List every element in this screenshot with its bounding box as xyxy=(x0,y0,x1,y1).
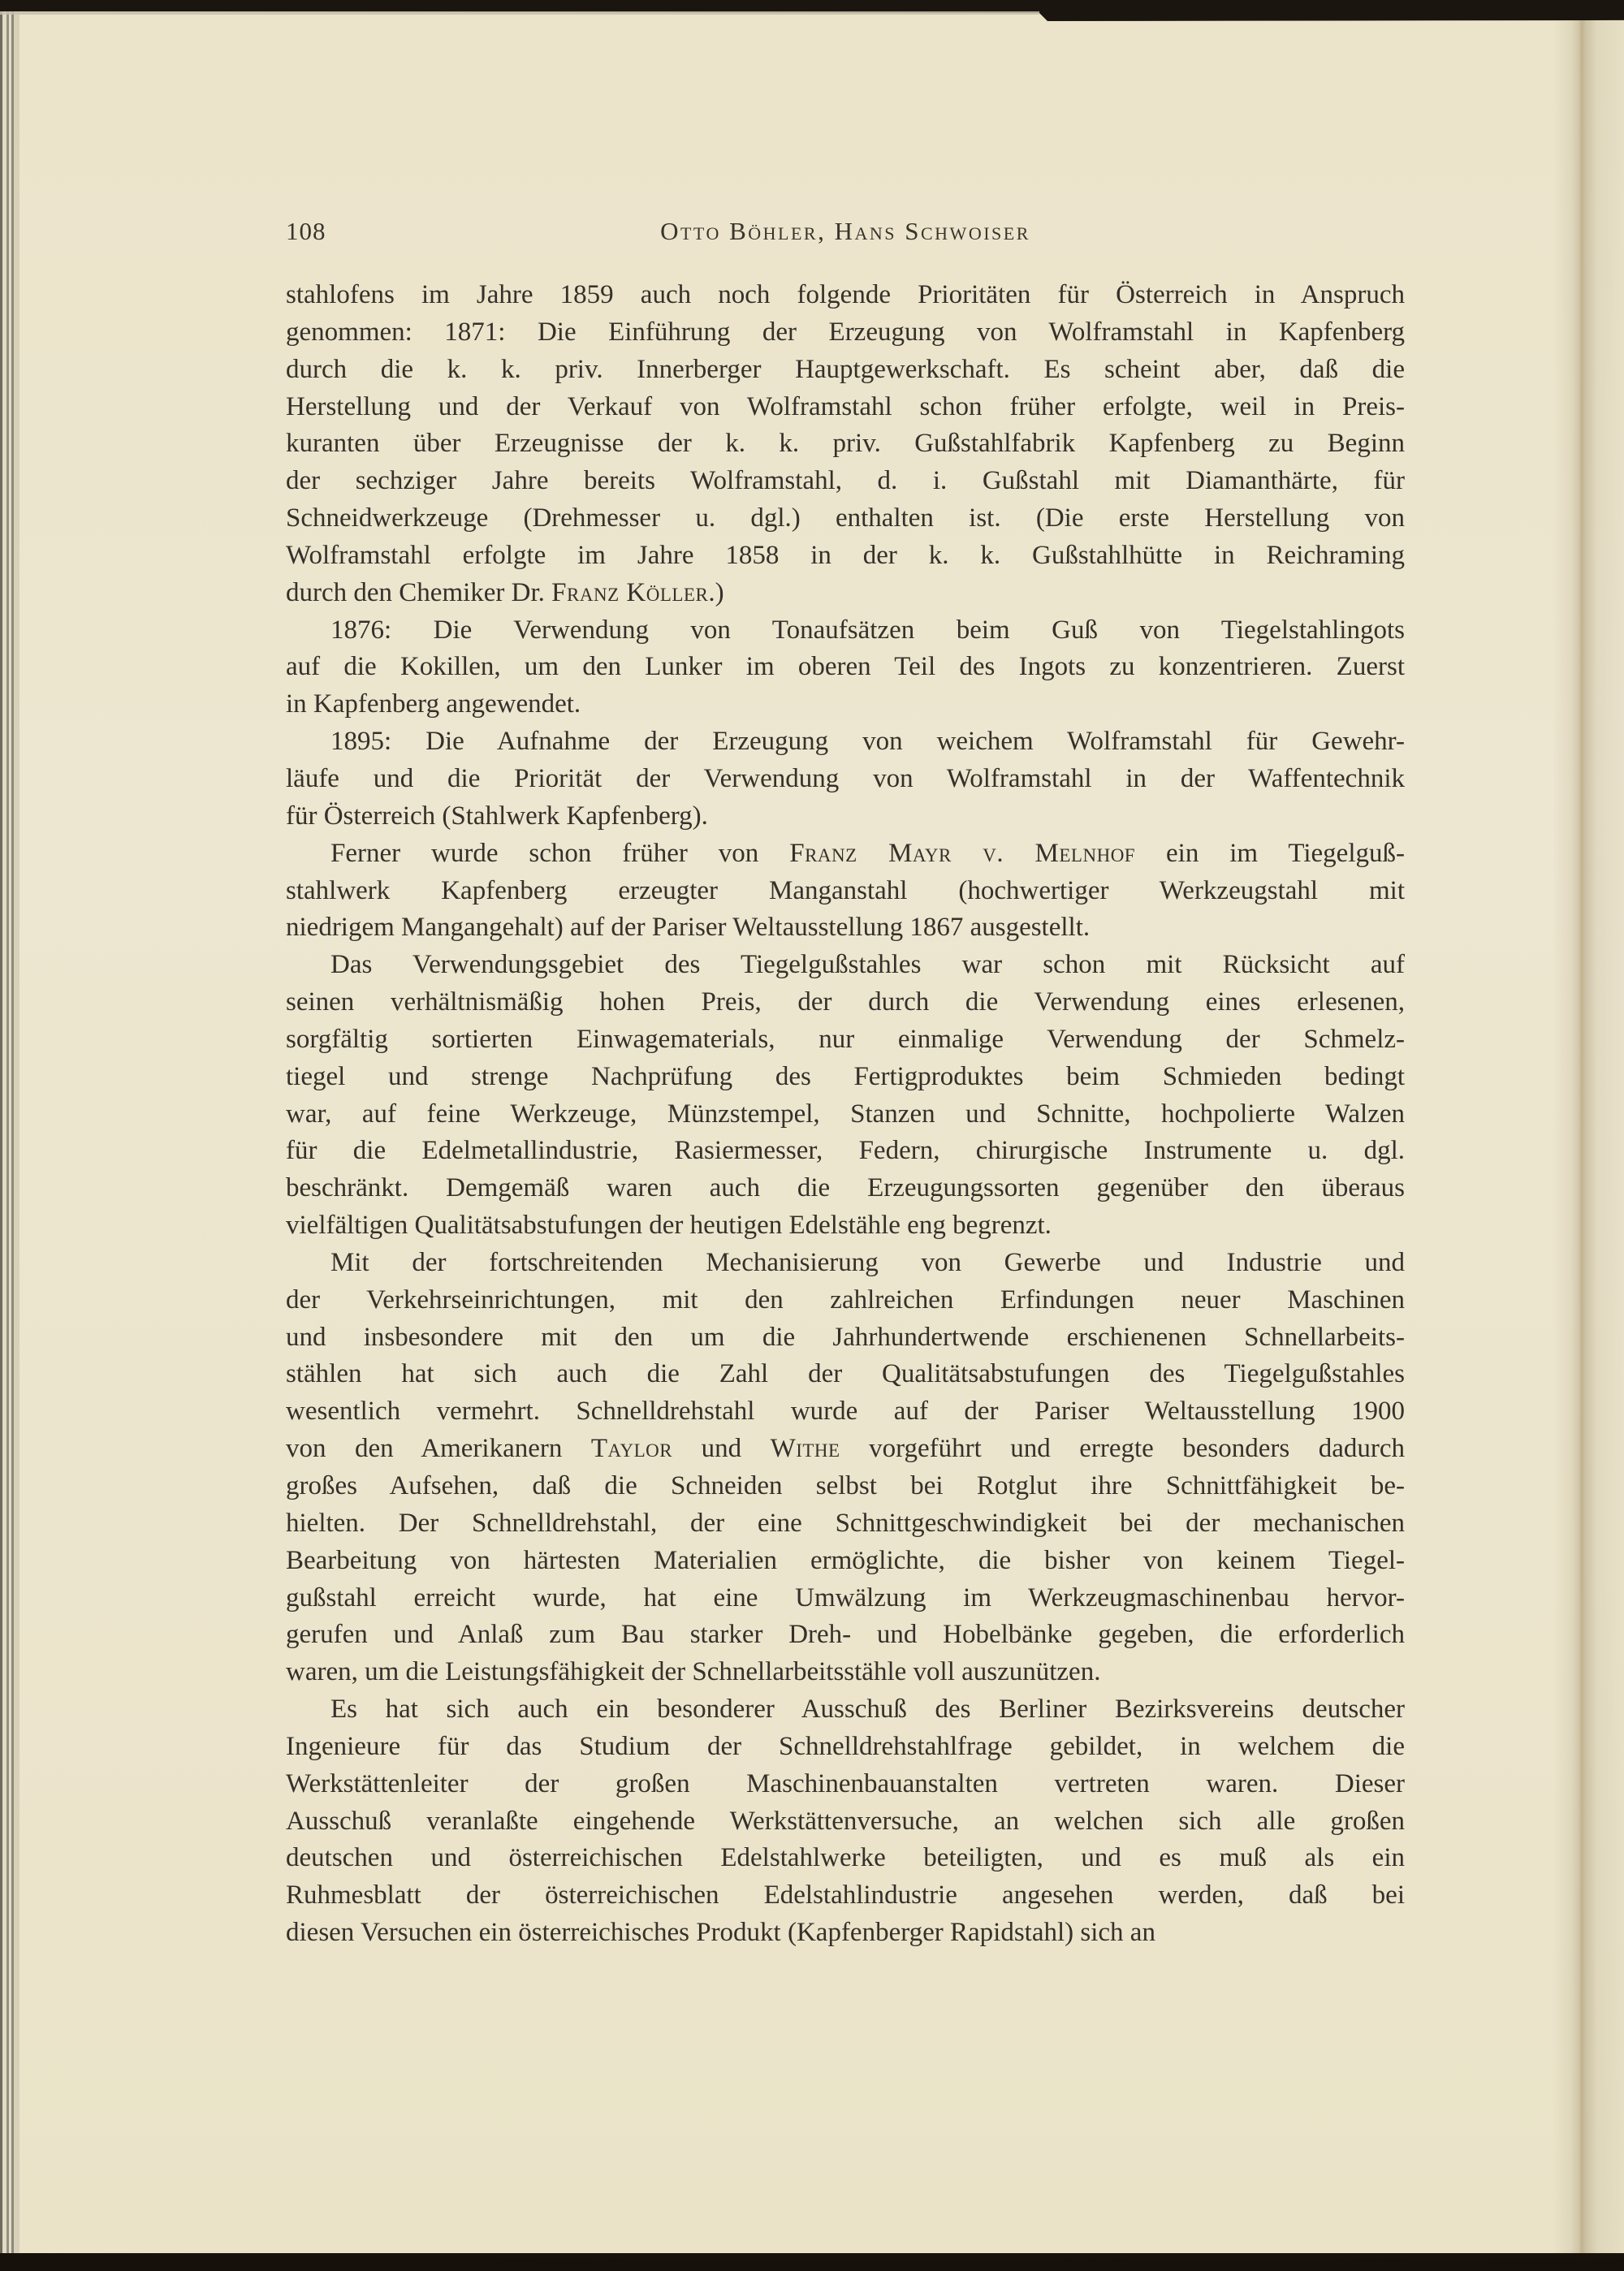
text-line: großes Aufsehen, daß die Schneiden selbst bei Rotglut ihre Schnittfähigkeit be- xyxy=(286,1471,1405,1500)
text-line: wesentlich vermehrt. Schnelldrehstahl wurde auf der Pariser Weltausstellung 1900 xyxy=(286,1397,1405,1427)
text-line: in Kapfenberg angewendet. xyxy=(286,689,581,719)
page-edges-left xyxy=(0,11,32,2253)
text-line: Herstellung und der Verkauf von Wolframstahl schon früher erfolgte, weil in Preis- xyxy=(286,391,1405,421)
text-line: waren, um die Leistungsfähigkeit der Schnellarbeitsstähle voll auszunützen. xyxy=(286,1657,1101,1687)
text-line: der sechziger Jahre bereits Wolframstahl, d. i. Gußstahl mit Diamanthärte, für xyxy=(286,466,1405,496)
text-line: hielten. Der Schnelldrehstahl, der eine Schnittgeschwindigkeit bei der mechanischen xyxy=(286,1508,1405,1538)
page-number: 108 xyxy=(286,217,326,245)
text-line: war, auf feine Werkzeuge, Münzstempel, Stanzen und Schnitte, hochpolierte Walzen xyxy=(286,1099,1405,1129)
text-block xyxy=(286,277,1405,1952)
text-line: deutschen und österreichischen Edelstahlwerke beteiligten, und es muß als ein xyxy=(286,1843,1405,1873)
text-line: niedrigem Mangangehalt) auf der Pariser Weltausstellung 1867 ausgestellt. xyxy=(286,913,1091,943)
text-line: seinen verhältnismäßig hohen Preis, der durch die Verwendung eines erlesenen, xyxy=(286,987,1405,1017)
text-line: läufe und die Priorität der Verwendung von Wolframstahl in der Waffentechnik xyxy=(286,763,1405,793)
text-line: durch den Chemiker Dr. Franz Köller.) xyxy=(286,577,724,607)
text-line: für Österreich (Stahlwerk Kapfenberg). xyxy=(286,801,708,831)
text-line: Ferner wurde schon früher von Franz Mayr v. Melnhof ein im Tiegelguß- xyxy=(330,838,1405,868)
text-line: Ruhmesblatt der österreichischen Edelstahlindustrie angesehen werden, daß bei xyxy=(286,1880,1405,1910)
text-line: 1876: Die Verwendung von Tonaufsätzen beim Guß von Tiegelstahlingots xyxy=(330,615,1405,645)
text-line: beschränkt. Demgemäß waren auch die Erzeugungssorten gegenüber den überaus xyxy=(286,1173,1405,1203)
text-line: Mit der fortschreitenden Mechanisierung von Gewerbe und Industrie und xyxy=(330,1247,1405,1277)
text-line: Ausschuß veranlaßte eingehende Werkstättenversuche, an welchen sich alle großen xyxy=(286,1806,1405,1836)
text-line: diesen Versuchen ein österreichisches Produkt (Kapfenberger Rapidstahl) sich an xyxy=(286,1918,1155,1948)
text-line: stählen hat sich auch die Zahl der Qualitätsabstufungen des Tiegelgußstahles xyxy=(286,1359,1405,1389)
text-line: auf die Kokillen, um den Lunker im oberen Teil des Ingots zu konzentrieren. Zuerst xyxy=(286,652,1405,682)
text-line: stahlwerk Kapfenberg erzeugter Manganstahl (hochwertiger Werkzeugstahl mit xyxy=(286,875,1405,905)
text-line: gußstahl erreicht wurde, hat eine Umwälzung im Werkzeugmaschinenbau hervor- xyxy=(286,1582,1405,1613)
text-line: sorgfältig sortierten Einwagematerials, nur einmalige Verwendung der Schmelz- xyxy=(286,1024,1405,1054)
text-line: der Verkehrseinrichtungen, mit den zahlreichen Erfindungen neuer Maschinen xyxy=(286,1284,1405,1315)
text-line: gerufen und Anlaß zum Bau starker Dreh- und Hobelbänke gegeben, die erforderlich xyxy=(286,1620,1405,1650)
text-line: Bearbeitung von härtesten Materialien ermöglichte, die bisher von keinem Tiegel- xyxy=(286,1545,1405,1575)
running-head-row xyxy=(286,213,1405,250)
text-line: Werkstättenleiter der großen Maschinenbauanstalten vertreten waren. Dieser xyxy=(286,1768,1405,1798)
text-line: stahlofens im Jahre 1859 auch noch folgende Prioritäten für Österreich in Anspruch xyxy=(286,280,1405,309)
text-line: vielfältigen Qualitätsabstufungen der heutigen Edelstähle eng begrenzt. xyxy=(286,1211,1052,1241)
text-line: tiegel und strenge Nachprüfung des Fertigproduktes beim Schmieden bedingt xyxy=(286,1061,1405,1091)
text-line: 1895: Die Aufnahme der Erzeugung von weichem Wolframstahl für Gewehr- xyxy=(330,727,1405,757)
text-line: kuranten über Erzeugnisse der k. k. priv. Gußstahlfabrik Kapfenberg zu Beginn xyxy=(286,429,1405,459)
text-line: Wolframstahl erfolgte im Jahre 1858 in der k. k. Gußstahlhütte in Reichraming xyxy=(286,540,1405,570)
text-line: Es hat sich auch ein besonderer Ausschuß des Berliner Bezirksvereins deutscher xyxy=(330,1695,1405,1725)
text-line: Das Verwendungsgebiet des Tiegelgußstahles war schon mit Rücksicht auf xyxy=(330,950,1405,980)
text-line: durch die k. k. priv. Innerberger Hauptgewerkschaft. Es scheint aber, daß die xyxy=(286,354,1405,384)
text-line: für die Edelmetallindustrie, Rasiermesser, Federn, chirurgische Instrumente u. dgl. xyxy=(286,1136,1405,1166)
scan-top-band-edge xyxy=(0,11,1039,15)
text-line: Ingenieure für das Studium der Schnelldrehstahlfrage gebildet, in welchem die xyxy=(286,1731,1405,1761)
text-line: genommen: 1871: Die Einführung der Erzeugung von Wolframstahl in Kapfenberg xyxy=(286,317,1405,347)
text-line: von den Amerikanern Taylor und Withe vorgeführt und erregte besonders dadurch xyxy=(286,1434,1405,1464)
running-header: Otto Böhler, Hans Schwoiser xyxy=(660,217,1030,245)
text-line: Schneidwerkzeuge (Drehmesser u. dgl.) enthalten ist. (Die erste Herstellung von xyxy=(286,503,1405,533)
text-line: und insbesondere mit den um die Jahrhundertwende erschienenen Schnellarbeits- xyxy=(286,1322,1405,1352)
